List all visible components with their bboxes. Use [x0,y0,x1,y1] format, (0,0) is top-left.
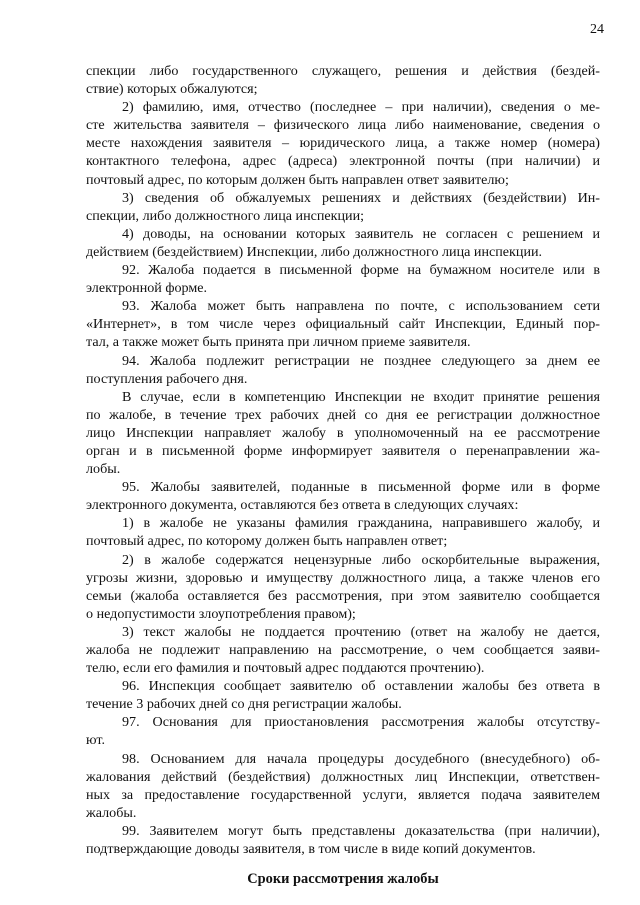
text-line: тал, а также может быть принята при личном приеме заявителя. [86,334,471,351]
text-line: спекции либо государственного служащего, решения и действия (бездей- [86,63,600,79]
paragraph [86,822,600,858]
text-line: В случае, если в компетенцию Инспекции не входит принятие решения [122,388,600,405]
text-line: течение 3 рабочих дней со дня регистрации жалобы. [86,696,402,713]
text-line: жалобы. [86,804,137,821]
paragraph [86,189,600,225]
text-line: подтверждающие доводы заявителя, в том числе в виде копий документов. [86,841,536,858]
text-line: ют. [86,732,105,749]
paragraph [86,225,600,261]
text-line: 4) доводы, на основании которых заявитель не согласен с решением и [122,225,600,242]
text-line: о недопустимости злоупотребления правом); [86,605,356,622]
text-line: почтовый адрес, по которому должен быть направлен ответ; [86,533,448,550]
section-heading: Сроки рассмотрения жалобы [247,871,439,888]
paragraph [86,750,600,822]
text-line: лицо Инспекции направляет жалобу в уполномоченный на ее рассмотрение [86,424,600,441]
text-line: 93. Жалоба может быть направлена по почте, с использованием сети [122,298,600,315]
text-line: электронного документа, оставляются без ответа в следующих случаях: [86,497,519,514]
text-line: угрозы жизни, здоровью и имуществу должностного лица, а также членов его [86,569,600,586]
paragraph [86,62,600,98]
text-line: электронной форме. [86,280,208,297]
text-line: 98. Основанием для начала процедуры досудебного (внесудебного) об- [122,750,600,767]
text-line: 1) в жалобе не указаны фамилия гражданина, направившего жалобу, и [122,515,600,532]
text-line: 2) фамилию, имя, отчество (последнее – при наличии), сведения о ме- [122,99,600,116]
text-line: 95. Жалобы заявителей, поданные в письменной форме или в форме [122,479,600,496]
text-line: поступления рабочего дня. [86,370,248,387]
text-line: 92. Жалоба подается в письменной форме на бумажном носителе или в [122,262,600,279]
text-line: 99. Заявителем могут быть представлены доказательства (при наличии), [122,822,600,839]
paragraph [86,551,600,623]
text-line: телю, если его фамилия и почтовый адрес поддаются прочтению). [86,660,485,677]
paragraph [86,713,600,749]
paragraph [86,261,600,297]
text-line: 96. Инспекция сообщает заявителю об оставлении жалобы без ответа в [122,678,600,695]
paragraph [86,478,600,514]
text-line: 3) сведения об обжалуемых решениях и действиях (бездействии) Ин- [122,189,600,206]
paragraph [86,677,600,713]
text-line: действием (бездействием) Инспекции, либо должностного лица инспекции. [86,243,543,260]
text-line: семьи (жалоба оставляется без рассмотрения, при этом заявителю сообщается [86,587,600,604]
text-line: контактного телефона, адрес (адреса) электронной почты (при наличии) и [86,153,600,170]
text-line: по жалобе, в течение трех рабочих дней со дня ее регистрации должностное [86,406,600,423]
paragraph [86,98,600,188]
paragraph [86,623,600,677]
text-line: 2) в жалобе содержатся нецензурные либо оскорбительные выражения, [122,551,600,568]
text-line: лобы. [86,461,121,478]
text-line: сте жительства заявителя – физического лица либо наименование, сведения о [86,117,600,134]
text-line: 94. Жалоба подлежит регистрации не позднее следующего за днем ее [122,352,600,369]
paragraph [86,352,600,388]
text-line: 97. Основания для приостановления рассмотрения жалобы отсутству- [122,714,600,731]
text-line: ствие) которых обжалуются; [86,81,258,98]
text-line: орган и в письменной форме информирует заявителя о перенаправлении жа- [86,442,600,459]
paragraph [86,388,600,478]
text-line: месте нахождения заявителя – юридического лица, а также номер (номера) [86,135,600,152]
text-line: жалования действий (бездействия) должностных лиц Инспекции, ответствен- [86,768,600,785]
text-line: жалоба не подлежит направлению на рассмотрение, о чем сообщается заяви- [86,642,600,658]
text-line: ных за предоставление государственной услуги, является подача заявителем [86,786,600,803]
page-number: 24 [590,22,604,37]
paragraph [86,297,600,351]
document-body [86,62,600,888]
text-line: почтовый адрес, по которым должен быть направлен ответ заявителю; [86,171,509,188]
text-line: «Интернет», в том числе через официальный сайт Инспекции, Единый пор- [86,316,600,333]
paragraph [86,514,600,550]
text-line: 3) текст жалобы не поддается прочтению (ответ на жалобу не дается, [122,623,600,640]
text-line: спекции, либо должностного лица инспекции; [86,207,365,224]
